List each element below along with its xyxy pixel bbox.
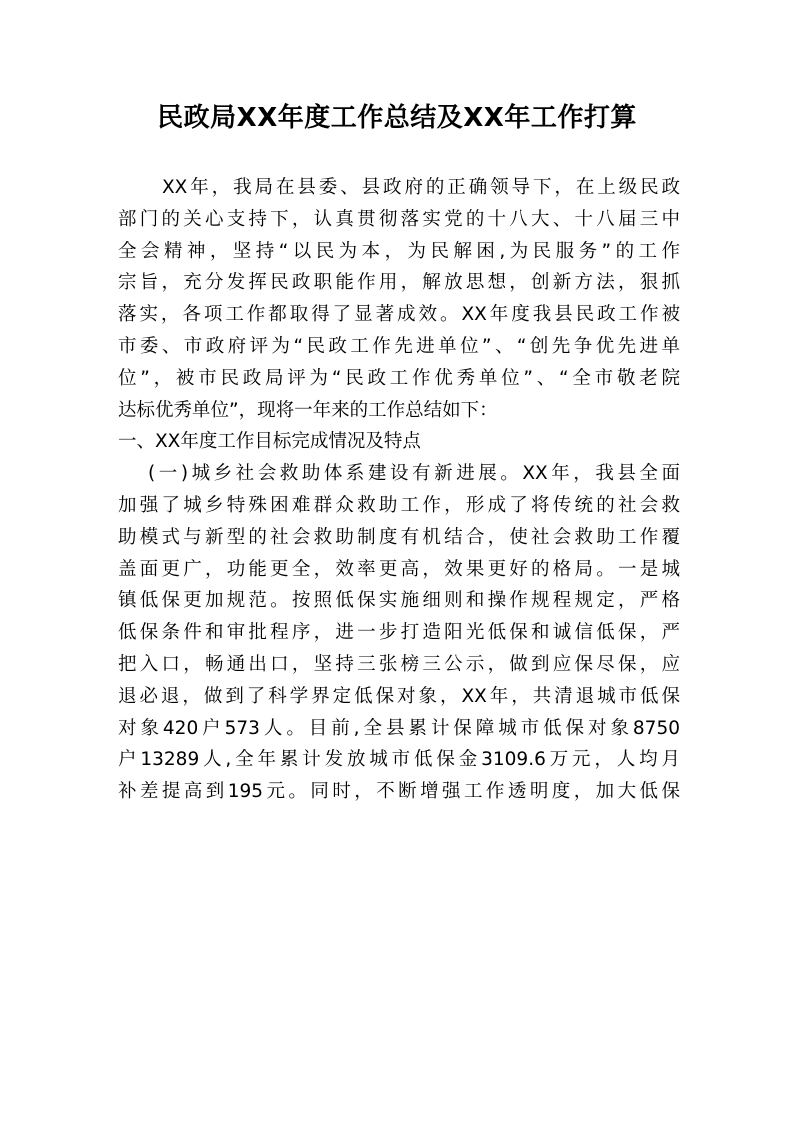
intro-paragraph — [118, 172, 680, 426]
document-body — [118, 172, 680, 808]
section1-paragraph — [118, 458, 680, 808]
section-heading: 一、XX年度工作目标完成情况及特点 — [118, 431, 421, 453]
document-title: 民政局XX年度工作总结及XX年工作打算 — [157, 103, 637, 133]
intro-line: 市委、市政府评为“民政工作先进单位”、“创先争优先进单 — [118, 335, 680, 357]
section1-line: 低保条件和审批程序，进一步打造阳光低保和诚信低保，严 — [118, 622, 680, 644]
section1-line: 盖面更广，功能更全，效率更高，效果更好的格局。一是城 — [118, 558, 680, 580]
intro-line: 达标优秀单位”，现将一年来的工作总结如下： — [118, 399, 498, 421]
intro-line: XX年，我局在县委、县政府的正确领导下，在上级民政 — [162, 177, 680, 198]
intro-line: 宗旨，充分发挥民政职能作用，解放思想，创新方法，狠抓 — [118, 272, 680, 294]
section1-line: 补差提高到195元。同时，不断增强工作透明度，加大低保 — [118, 781, 680, 803]
section1-line: 对象420户573人。目前,全县累计保障城市低保对象8750 — [118, 717, 680, 739]
section1-line: (一)城乡社会救助体系建设有新进展。XX年，我县全面 — [148, 463, 680, 485]
section1-line: 镇低保更加规范。按照低保实施细则和操作规程规定，严格 — [118, 590, 680, 612]
section1-line: 助模式与新型的社会救助制度有机结合，使社会救助工作覆 — [118, 526, 680, 548]
section1-line: 把入口，畅通出口，坚持三张榜三公示，做到应保尽保，应 — [118, 653, 680, 675]
section1-line: 加强了城乡特殊困难群众救助工作，形成了将传统的社会救 — [118, 494, 680, 516]
intro-line: 全会精神，坚持“以民为本，为民解困,为民服务”的工作 — [118, 240, 680, 262]
section1-line: 退必退，做到了科学界定低保对象，XX年，共清退城市低保 — [118, 685, 680, 707]
intro-line: 位”，被市民政局评为“民政工作优秀单位”、“全市敬老院 — [118, 367, 680, 389]
intro-line: 部门的关心支持下，认真贯彻落实党的十八大、十八届三中 — [118, 208, 680, 230]
intro-line: 落实，各项工作都取得了显著成效。XX年度我县民政工作被 — [118, 304, 680, 326]
section1-line: 户13289人,全年累计发放城市低保金3109.6万元，人均月 — [118, 749, 680, 771]
